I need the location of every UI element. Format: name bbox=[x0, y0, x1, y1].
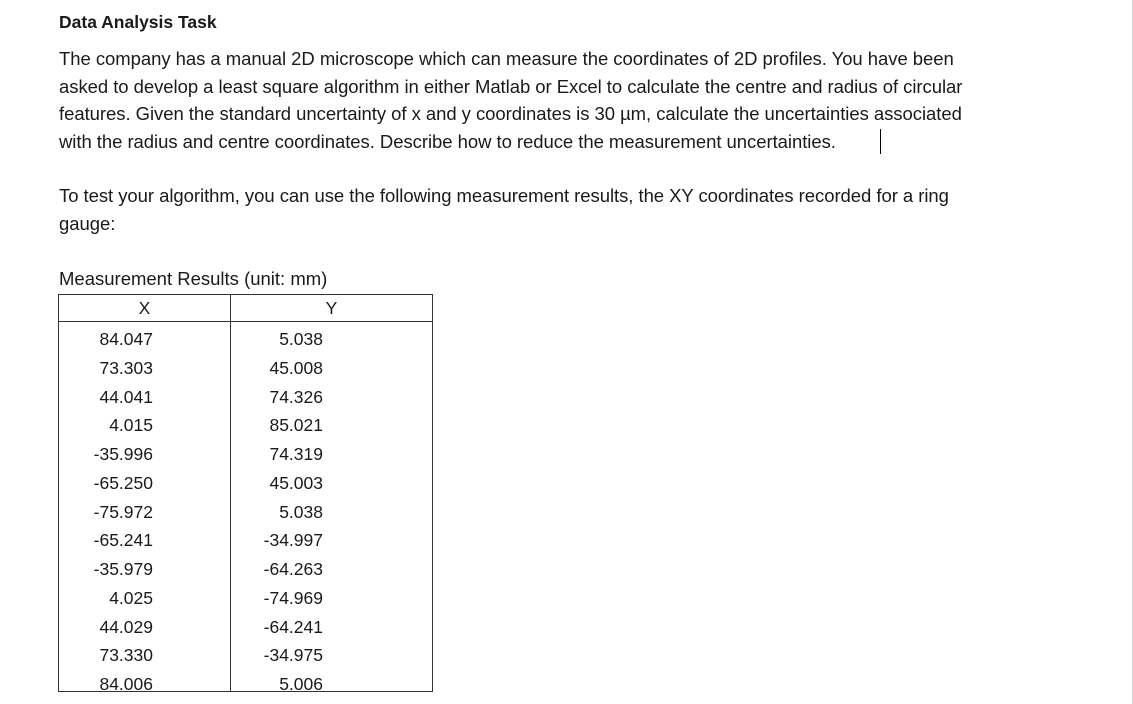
measurement-table[interactable] bbox=[58, 294, 433, 692]
table-row bbox=[59, 440, 432, 469]
table-row bbox=[59, 383, 432, 412]
table-row bbox=[59, 584, 432, 613]
column-header-x: X bbox=[138, 298, 151, 318]
table-row bbox=[59, 498, 432, 527]
table-row bbox=[59, 641, 432, 670]
cell-x-value: -65.241 bbox=[93, 530, 153, 551]
cell-y-value: 85.021 bbox=[269, 415, 323, 436]
paragraph-line: To test your algorithm, you can use the following measurement results, the XY coordinates recorded for a ring bbox=[59, 185, 949, 206]
text-caret bbox=[880, 129, 881, 154]
test-instructions-paragraph[interactable] bbox=[59, 182, 949, 237]
cell-y-value: 5.038 bbox=[279, 501, 323, 522]
cell-x-value: 84.006 bbox=[99, 674, 153, 694]
table-row bbox=[59, 469, 432, 498]
cell-y-value: -34.975 bbox=[263, 645, 323, 666]
paragraph-line: with the radius and centre coordinates. Describe how to reduce the measurement uncertainties. bbox=[59, 130, 836, 152]
cell-x-value: 73.303 bbox=[99, 357, 153, 378]
cell-x-value: -75.972 bbox=[93, 501, 153, 522]
table-row bbox=[59, 354, 432, 383]
table-row bbox=[59, 555, 432, 584]
paragraph-line: features. Given the standard uncertainty of x and y coordinates is 30 µm, calculate the uncertainties associated bbox=[59, 103, 962, 124]
document-heading: Data Analysis Task bbox=[59, 12, 217, 32]
table-caption: Measurement Results (unit: mm) bbox=[59, 268, 328, 289]
cell-x-value: 4.015 bbox=[109, 415, 153, 436]
paragraph-line: gauge: bbox=[59, 212, 116, 234]
cell-y-value: 74.319 bbox=[269, 444, 323, 464]
cell-x-value: 84.047 bbox=[99, 329, 153, 349]
cell-x-value: 44.041 bbox=[99, 386, 153, 407]
table-row bbox=[59, 411, 432, 440]
table-row bbox=[59, 670, 432, 699]
cell-y-value: 74.326 bbox=[269, 386, 323, 407]
table-row bbox=[59, 526, 432, 555]
paragraph-line: The company has a manual 2D microscope which can measure the coordinates of 2D profiles. You have been bbox=[59, 48, 954, 69]
table-row bbox=[59, 325, 432, 354]
table-body bbox=[59, 325, 432, 699]
paragraph-line: asked to develop a least square algorithm in either Matlab or Excel to calculate the centre and radius of circular bbox=[59, 75, 963, 97]
cell-x-value: 4.025 bbox=[109, 587, 153, 608]
cell-y-value: -64.241 bbox=[263, 616, 323, 637]
cell-y-value: -74.969 bbox=[263, 587, 323, 608]
table-header-row bbox=[59, 295, 432, 322]
cell-y-value: 45.003 bbox=[269, 472, 323, 493]
cell-x-value: -35.996 bbox=[93, 444, 153, 464]
cell-y-value: -64.263 bbox=[263, 559, 323, 579]
cell-y-value: 45.008 bbox=[269, 357, 323, 378]
cell-y-value: -34.997 bbox=[263, 530, 323, 551]
cell-x-value: -35.979 bbox=[93, 559, 153, 579]
column-header-y: Y bbox=[325, 298, 338, 318]
table-row bbox=[59, 613, 432, 642]
cell-x-value: 44.029 bbox=[99, 616, 153, 637]
cell-x-value: -65.250 bbox=[93, 472, 153, 493]
cell-x-value: 73.330 bbox=[99, 645, 153, 666]
cell-y-value: 5.038 bbox=[279, 329, 323, 349]
cell-y-value: 5.006 bbox=[279, 674, 323, 694]
task-description-paragraph[interactable] bbox=[59, 45, 962, 155]
